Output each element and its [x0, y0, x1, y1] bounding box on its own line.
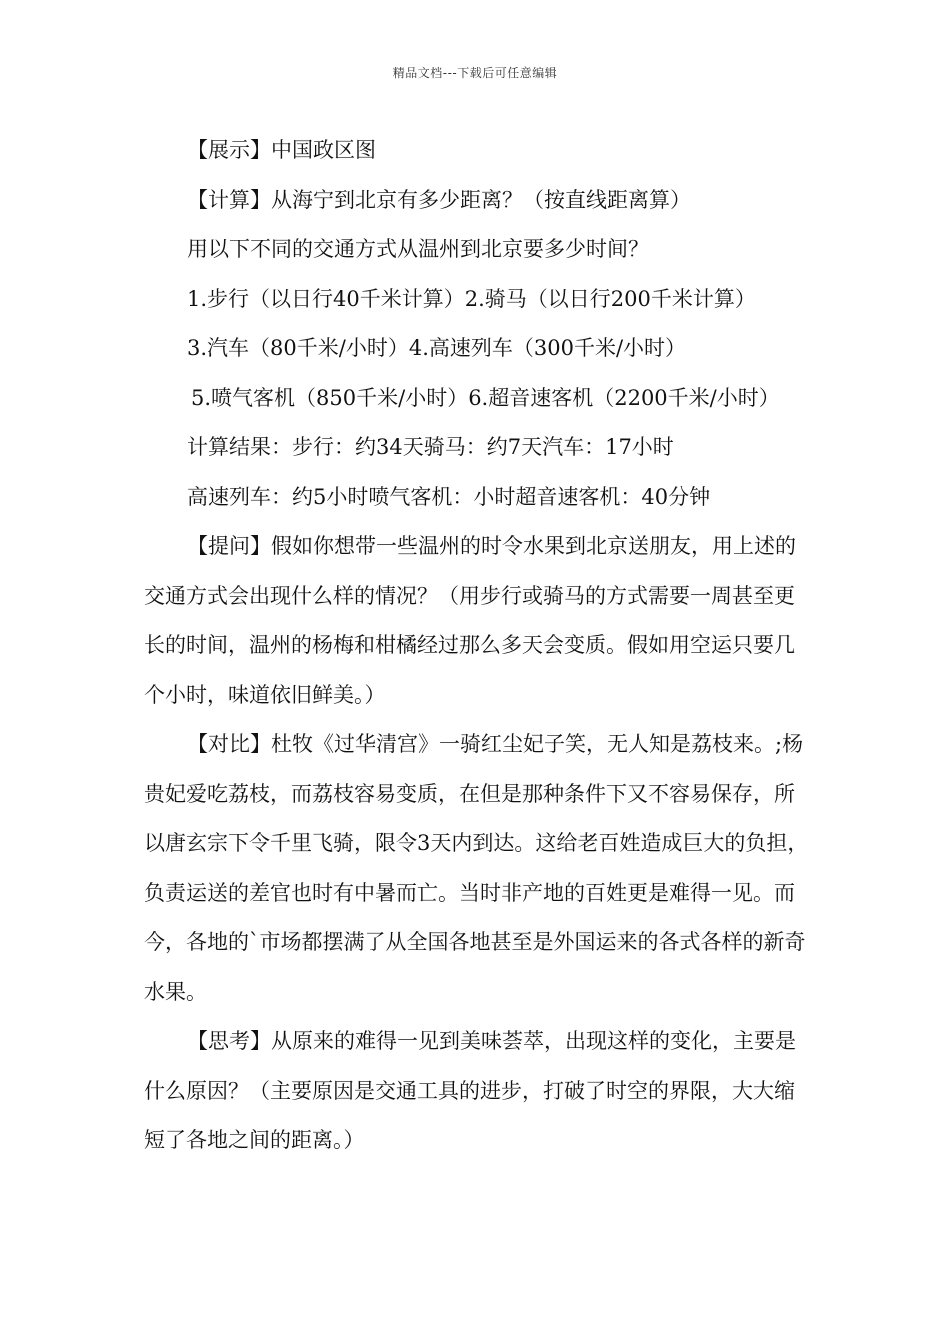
- paragraph-question-fruit: 【提问】假如你想带一些温州的时令水果到北京送朋友，用上述的交通方式会出现什么样的情况？（用步行或骑马的方式需要一周甚至更长的时间，温州的杨梅和柑橘经过那么多天会变质。假如用空运只要几个小时，味道依旧鲜美。）: [144, 534, 796, 707]
- paragraph-calculation-results-2: 高速列车：约5小时喷气客机：小时超音速客机：40分钟: [187, 484, 711, 509]
- paragraph-comparison-lychee: 【对比】杜牧《过华清宫》一骑红尘妃子笑，无人知是荔枝来。;杨贵妃爱吃荔枝，而荔枝容易变质，在但是那种条件下又不容易保存，所以唐玄宗下令千里飞骑，限令3天内到达。这给老百姓造成巨大的负担，负责运送的差官也时有中暑而亡。当时非产地的百姓更是难得一见。而今，各地的`市场都摆满了从全国各地甚至是外国运来的各式各样的新奇水果。: [144, 732, 809, 1004]
- paragraph-calculation-results-1: 计算结果：步行：约34天骑马：约7天汽车：17小时: [187, 435, 674, 459]
- paragraph-transport-question: 用以下不同的交通方式从温州到北京要多少时间？: [187, 237, 649, 261]
- paragraph-reflection: 【思考】从原来的难得一见到美味荟萃，出现这样的变化，主要是什么原因？（主要原因是交通工具的进步，打破了时空的界限，大大缩短了各地之间的距离。）: [144, 1029, 796, 1152]
- paragraph-calculate-distance: 【计算】从海宁到北京有多少距离？（按直线距离算）: [187, 187, 691, 212]
- paragraph-transport-options-1-2: 1.步行（以日行40千米计算）2.骑马（以日行200千米计算）: [187, 286, 756, 311]
- page-header: 精品文档---下载后可任意编辑: [392, 66, 558, 80]
- paragraph-transport-options-5-6: 5.喷气客机（850千米/小时）6.超音速客机（2200千米/小时）: [191, 385, 780, 410]
- document-body: [144, 126, 814, 1166]
- paragraph-show-map: 【展示】中国政区图: [187, 138, 376, 162]
- paragraph-transport-options-3-4: 3.汽车（80千米/小时）4.高速列车（300千米/小时）: [187, 336, 687, 360]
